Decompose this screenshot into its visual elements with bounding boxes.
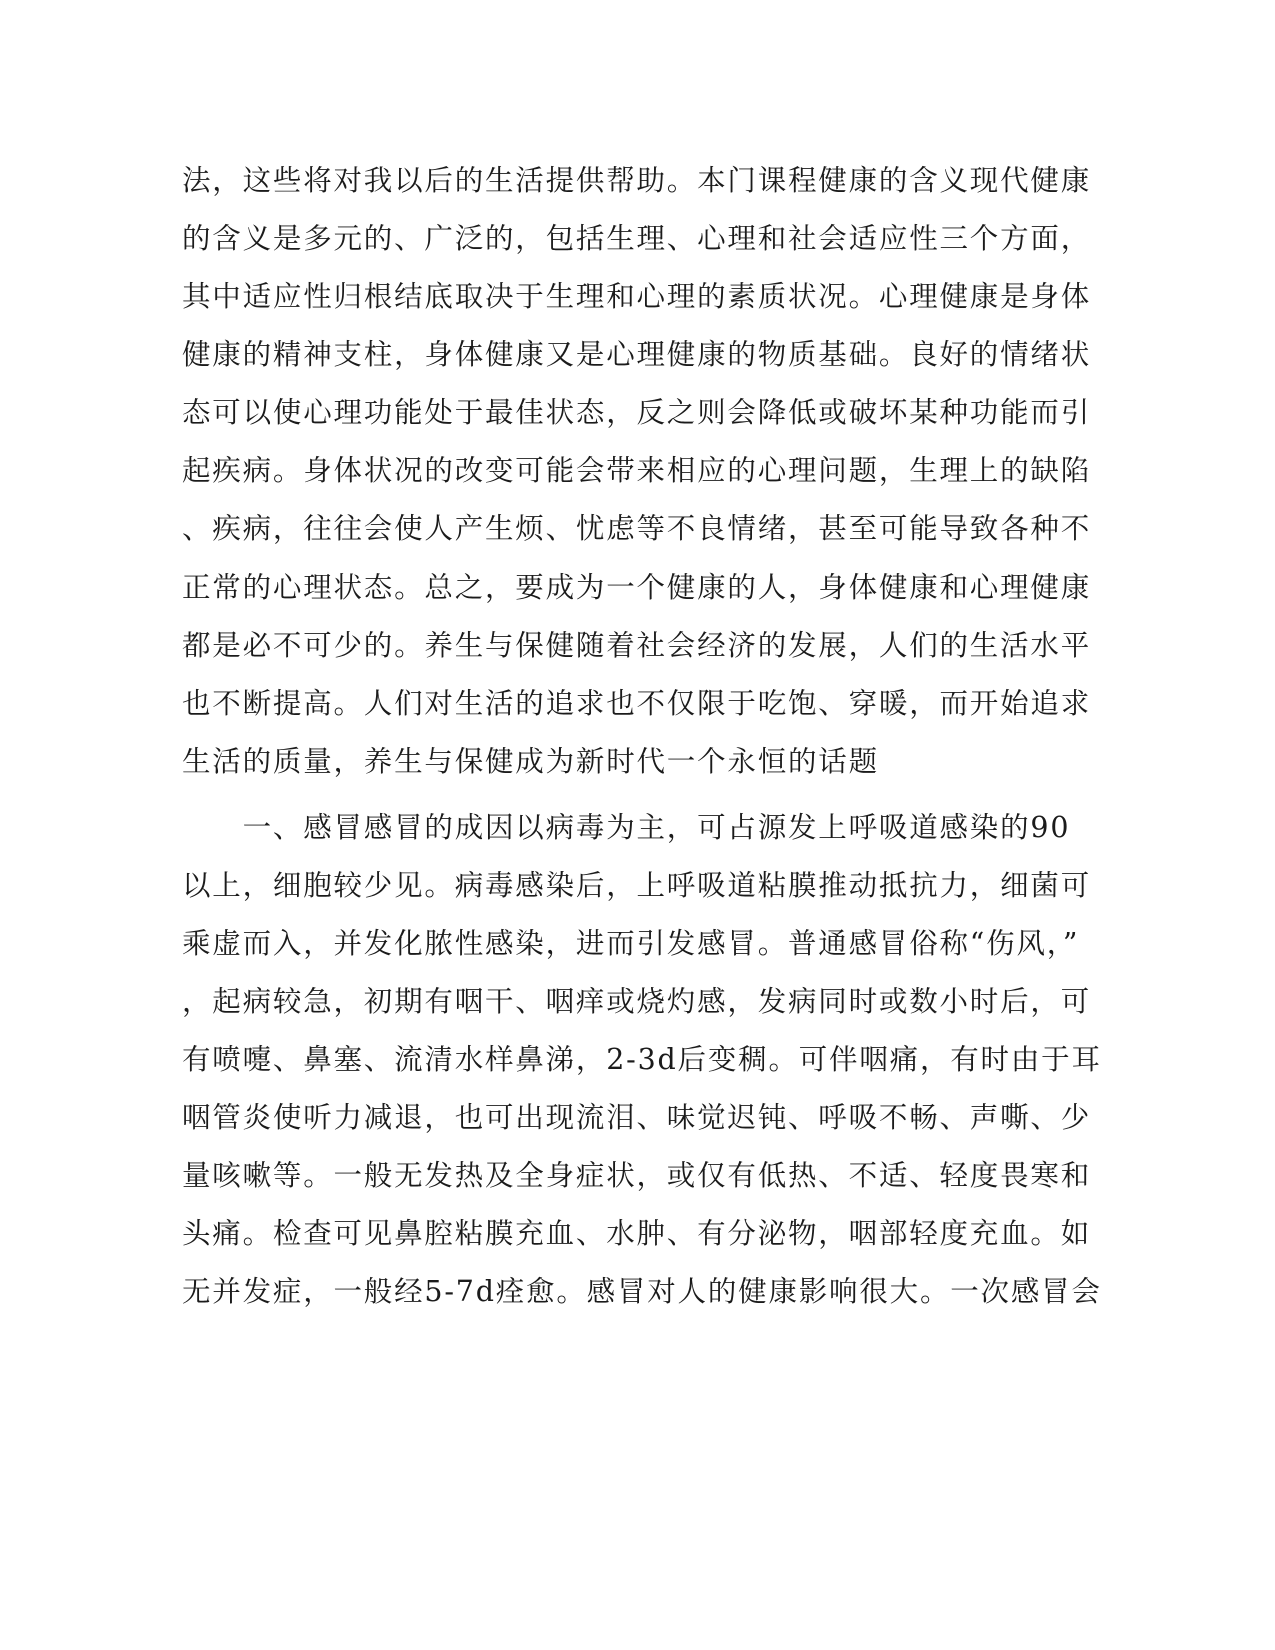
- text-line: 都是必不可少的。养生与保健随着社会经济的发展，人们的生活水平: [182, 629, 1092, 662]
- text-line: 咽管炎使听力减退，也可出现流泪、味觉迟钝、呼吸不畅、声嘶、少: [182, 1101, 1092, 1134]
- text-line: 正常的心理状态。总之，要成为一个健康的人，身体健康和心理健康: [182, 571, 1092, 604]
- text-line: 、疾病，往往会使人产生烦、忧虑等不良情绪，甚至可能导致各种不: [182, 512, 1092, 545]
- text-line: 头痛。检查可见鼻腔粘膜充血、水肿、有分泌物，咽部轻度充血。如: [182, 1217, 1092, 1250]
- text-line: 健康的精神支柱，身体健康又是心理健康的物质基础。良好的情绪状: [182, 338, 1092, 371]
- text-line: 一、感冒感冒的成因以病毒为主，可占源发上呼吸道感染的90: [182, 811, 1071, 844]
- text-line: 有喷嚏、鼻塞、流清水样鼻涕，2-3d后变稠。可伴咽痛，有时由于耳: [182, 1043, 1102, 1076]
- text-line: 其中适应性归根结底取决于生理和心理的素质状况。心理健康是身体: [182, 280, 1092, 313]
- text-line: 生活的质量，养生与保健成为新时代一个永恒的话题: [182, 745, 879, 778]
- text-line: ，起病较急，初期有咽干、咽痒或烧灼感，发病同时或数小时后，可: [182, 985, 1092, 1018]
- text-line: 乘虚而入，并发化脓性感染，进而引发感冒。普通感冒俗称“伤风，”: [182, 927, 1080, 960]
- text-line: 起疾病。身体状况的改变可能会带来相应的心理问题，生理上的缺陷: [182, 454, 1092, 487]
- text-line: 以上，细胞较少见。病毒感染后，上呼吸道粘膜推动抵抗力，细菌可: [182, 869, 1092, 902]
- text-line: 也不断提高。人们对生活的追求也不仅限于吃饱、穿暖，而开始追求: [182, 687, 1092, 720]
- text-line: 态可以使心理功能处于最佳状态，反之则会降低或破坏某种功能而引: [182, 396, 1092, 429]
- text-line: 无并发症，一般经5-7d痊愈。感冒对人的健康影响很大。一次感冒会: [182, 1275, 1102, 1308]
- text-line: 法，这些将对我以后的生活提供帮助。本门课程健康的含义现代健康: [182, 164, 1092, 197]
- text-line: 的含义是多元的、广泛的，包括生理、心理和社会适应性三个方面，: [182, 222, 1092, 255]
- text-line: 量咳嗽等。一般无发热及全身症状，或仅有低热、不适、轻度畏寒和: [182, 1159, 1092, 1192]
